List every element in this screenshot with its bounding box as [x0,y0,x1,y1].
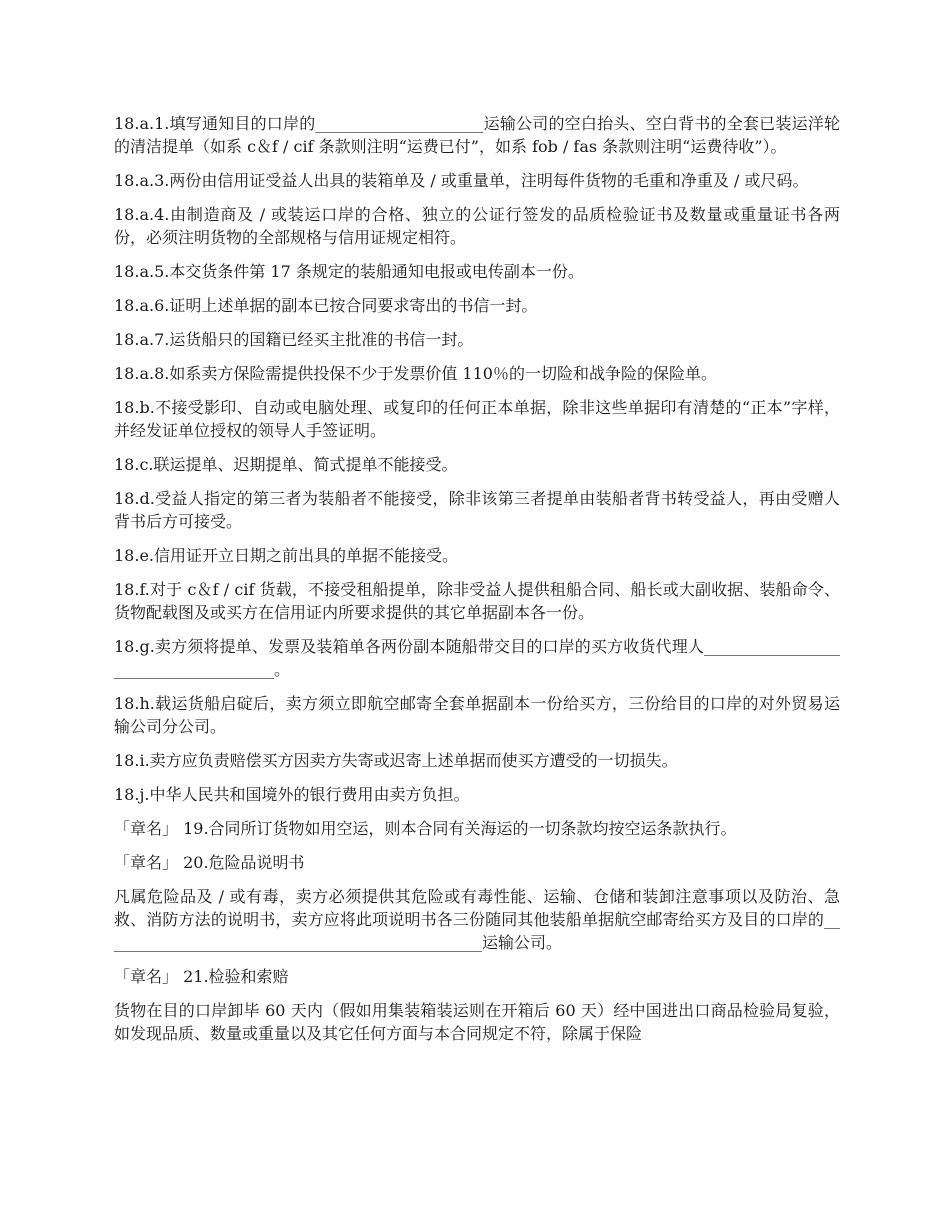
chapter-21-body: 货物在目的口岸卸毕 60 天内（假如用集装箱装运则在开箱后 60 天）经中国进出口商品检验局复验，如发现品质、数量或重量以及其它任何方面与本合同规定不符，除属于保险 [114,1001,840,1043]
chapter-19: 「章名」 19.合同所订货物如用空运，则本合同有关海运的一切条款均按空运条款执行。 [114,819,737,838]
clause-18b: 18.b.不接受影印、自动或电脑处理、或复印的任何正本单据，除非这些单据印有清楚的“正本”字样，并经发证单位授权的领导人手签证明。 [114,398,840,440]
clause-18f: 18.f.对于 c＆f / cif 货载，不接受租船提单，除非受益人提供租船合同、船长或大副收据、装船命令、货物配载图及或买方在信用证内所要求提供的其它单据副本各一份。 [114,580,840,622]
clause-18a5: 18.a.5.本交货条件第 17 条规定的装船通知电报或电传副本一份。 [114,262,584,281]
clause-18e: 18.e.信用证开立日期之前出具的单据不能接受。 [114,546,459,565]
clause-18a4: 18.a.4.由制造商及 / 或装运口岸的合格、独立的公证行签发的品质检验证书及数量或重量证书各两份，必须注明货物的全部规格与信用证规定相符。 [114,205,840,247]
clause-18g: 18.g.卖方须将提单、发票及装箱单各两份副本随船带交目的口岸的买方收货代理人_____________________________________。 [114,637,840,679]
clause-18c: 18.c.联运提单、迟期提单、简式提单不能接受。 [114,455,458,474]
clause-18h: 18.h.载运货船启碇后，卖方须立即航空邮寄全套单据副本一份给买方，三份给目的口岸的对外贸易运输公司分公司。 [114,694,840,736]
clause-18a8: 18.a.8.如系卖方保险需提供投保不少于发票价值 110％的一切险和战争险的保险单。 [114,364,717,383]
chapter-20-body: 凡属危险品及 / 或有毒，卖方必须提供其危险或有毒性能、运输、仓储和装卸注意事项以及防治、急救、消防方法的说明书，卖方应将此项说明书各三份随同其他装船单据航空邮寄给买方及目的口岸的________________________________________________运输公司。 [114,887,840,952]
clause-18j: 18.j.中华人民共和国境外的银行费用由卖方负担。 [114,785,470,804]
chapter-21-heading: 「章名」 21.检验和索赔 [114,967,289,986]
clause-18a1: 18.a.1.填写通知目的口岸的_____________________运输公司的空白抬头、空白背书的全套已装运洋轮的清洁提单（如系 c＆f / cif 条款则注明“运费已付”，如系 fob / fas 条款则注明“运费待收”）。 [114,114,840,156]
clause-18d: 18.d.受益人指定的第三者为装船者不能接受，除非该第三者提单由装船者背书转受益人，再由受赠人背书后方可接受。 [114,489,840,531]
clause-18i: 18.i.卖方应负责赔偿买方因卖方失寄或迟寄上述单据而使买方遭受的一切损失。 [114,751,678,770]
clause-18a3: 18.a.3.两份由信用证受益人出具的装箱单及 / 或重量单，注明每件货物的毛重和净重及 / 或尺码。 [114,171,809,190]
clause-18a7: 18.a.7.运货船只的国籍已经买主批准的书信一封。 [114,330,474,349]
chapter-20-heading: 「章名」 20.危险品说明书 [114,853,305,872]
clause-18a6: 18.a.6.证明上述单据的副本已按合同要求寄出的书信一封。 [114,296,538,315]
